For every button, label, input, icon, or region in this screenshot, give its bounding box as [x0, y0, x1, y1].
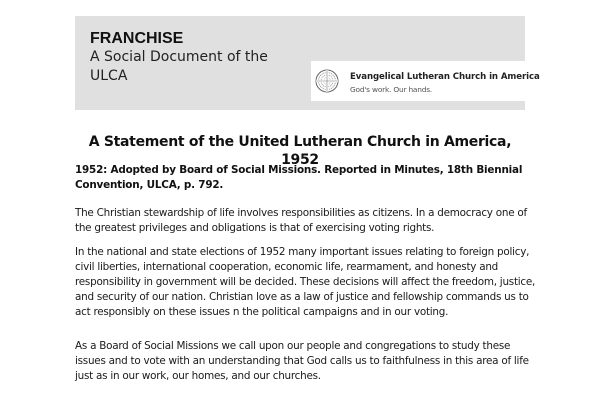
- document-header: [75, 16, 540, 110]
- body-paragraph: The Christian stewardship of life involves responsibilities as citizens. In a democracy one of the greatest privileges and obligations is that of exercising voting rights.: [75, 207, 527, 234]
- document-subtitle-line-2: ULCA: [90, 68, 128, 84]
- body-paragraph: As a Board of Social Missions we call upon our people and congregations to study these issues and to vote with an understanding that God calls us to faithfulness in this area of life just as in our work, our homes, and our churches.: [75, 340, 529, 382]
- header-text-block: [90, 29, 290, 86]
- document-label: FRANCHISE: [90, 30, 184, 47]
- elca-logo: [311, 61, 540, 101]
- body-paragraph: In the national and state elections of 1952 many important issues relating to foreign policy, civil liberties, international cooperation, economic life, rearmament, and honesty and responsibility in government will be decided. These decisions will affect the freedom, justice, and security of our nation. Christian love as a law of justice and fellowship commands us to act responsibly on these issues n the political campaigns and in our voting.: [75, 246, 536, 318]
- organization-name: Evangelical Lutheran Church in America: [350, 72, 540, 82]
- organization-tagline: God's work. Our hands.: [350, 85, 433, 94]
- elca-cross-icon: [315, 69, 339, 93]
- document-adoption-note: 1952: Adopted by Board of Social Missions. Reported in Minutes, 18th Biennial Convention, ULCA, p. 792.: [75, 164, 523, 191]
- document-subtitle-line-1: A Social Document of the: [90, 49, 268, 65]
- document-title: A Statement of the United Lutheran Church in America, 1952: [88, 134, 512, 168]
